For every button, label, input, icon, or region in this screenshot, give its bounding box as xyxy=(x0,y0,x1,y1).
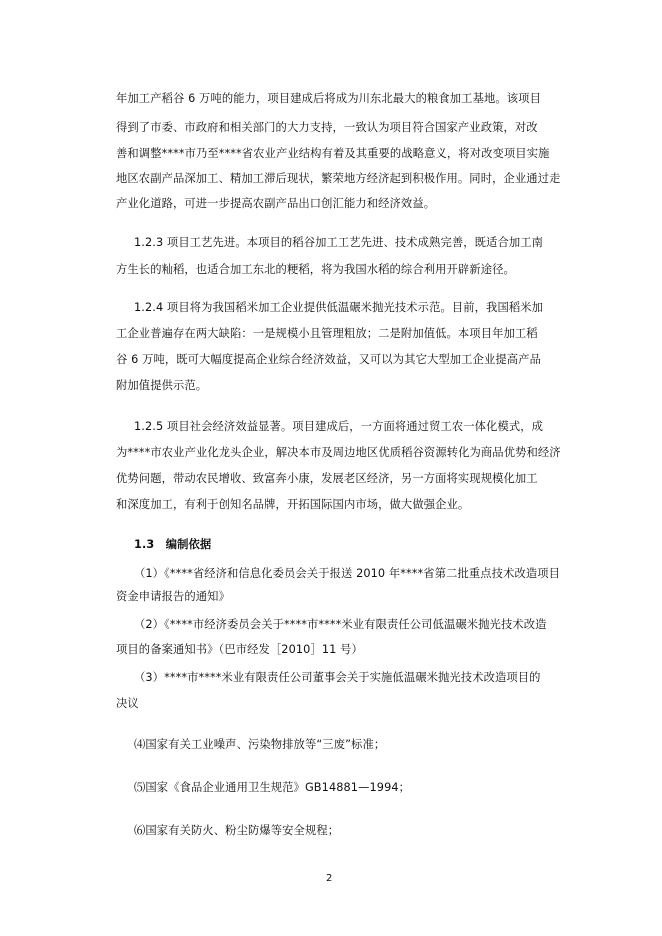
basis-item-3-line-1: （3）****市****米业有限责任公司董事会关于实施低温碾米抛光技术改造项目的 xyxy=(134,671,541,684)
page-number: 2 xyxy=(326,873,333,884)
paragraph-2-line-2: 方生长的籼稻，也适合加工东北的粳稻，将为我国水稻的综合利用开辟新途径。 xyxy=(116,263,515,276)
paragraph-2-line-1: 1.2.3 项目工艺先进。本项目的稻谷加工工艺先进、技术成熟完善，既适合加工南 xyxy=(134,236,544,249)
basis-item-2-line-1: （2）《****市经济委员会关于****市****米业有限责任公司低温碾米抛光技术改造 xyxy=(134,618,547,631)
paragraph-4-line-4: 和深度加工，有利于创知名品牌，开拓国际国内市场，做大做强企业。 xyxy=(116,498,470,511)
paragraph-3-line-2: 工企业普遍存在两大缺陷：一是规模小且管理粗放；二是附加值低。本项目年加工稻 xyxy=(116,327,538,340)
basis-item-2-line-2: 项目的备案通知书》（巴市经发［2010］11 号） xyxy=(116,643,363,656)
section-heading: 1.3 编制依据 xyxy=(134,538,212,551)
paragraph-4-line-1: 1.2.5 项目社会经济效益显著。项目建成后，一方面将通过贸工农一体化模式，成 xyxy=(134,420,544,433)
basis-item-1-line-1: （1）《****省经济和信息化委员会关于报送 2010 年****省第二批重点技术改造项目 xyxy=(134,567,561,580)
paragraph-1-line-4: 地区农副产品深加工、精加工滞后现状，繁荣地方经济起到积极作用。同时，企业通过走 xyxy=(116,172,561,185)
paragraph-3-line-1: 1.2.4 项目将为我国稻米加工企业提供低温碾米抛光技术示范。目前，我国稻米加 xyxy=(134,301,544,314)
basis-item-3-line-2: 决议 xyxy=(116,697,139,710)
basis-item-5: ⑸国家《食品企业通用卫生规范》GB14881—1994； xyxy=(134,781,411,794)
paragraph-3-line-4: 附加值提供示范。 xyxy=(116,379,208,392)
paragraph-3-line-3: 谷 6 万吨，既可大幅度提高企业综合经济效益，又可以为其它大型加工企业提高产品 xyxy=(116,353,541,366)
basis-item-6: ⑹国家有关防火、粉尘防爆等安全规程； xyxy=(134,824,340,837)
paragraph-1-line-3: 善和调整****市乃至****省农业产业结构有着及其重要的战略意义，将对改变项目实施 xyxy=(116,147,550,160)
basis-item-1-line-2: 资金申请报告的通知》 xyxy=(116,590,230,603)
paragraph-4-line-3: 优势问题，带动农民增收、致富奔小康，发展老区经济，另一方面将实现规模化加工 xyxy=(116,472,538,485)
paragraph-1-line-1: 年加工产稻谷 6 万吨的能力，项目建成后将成为川东北最大的粮食加工基地。该项目 xyxy=(116,92,541,105)
paragraph-4-line-2: 为****市农业产业化龙头企业，解决本市及周边地区优质稻谷资源转化为商品优势和经济 xyxy=(116,446,561,459)
paragraph-1-line-5: 产业化道路，可进一步提高农副产品出口创汇能力和经济效益。 xyxy=(116,197,436,210)
paragraph-1-line-2: 得到了市委、市政府和相关部门的大力支持，一致认为项目符合国家产业政策，对改 xyxy=(116,121,538,134)
basis-item-4: ⑷国家有关工业噪声、污染物排放等“三废”标准； xyxy=(134,738,386,751)
